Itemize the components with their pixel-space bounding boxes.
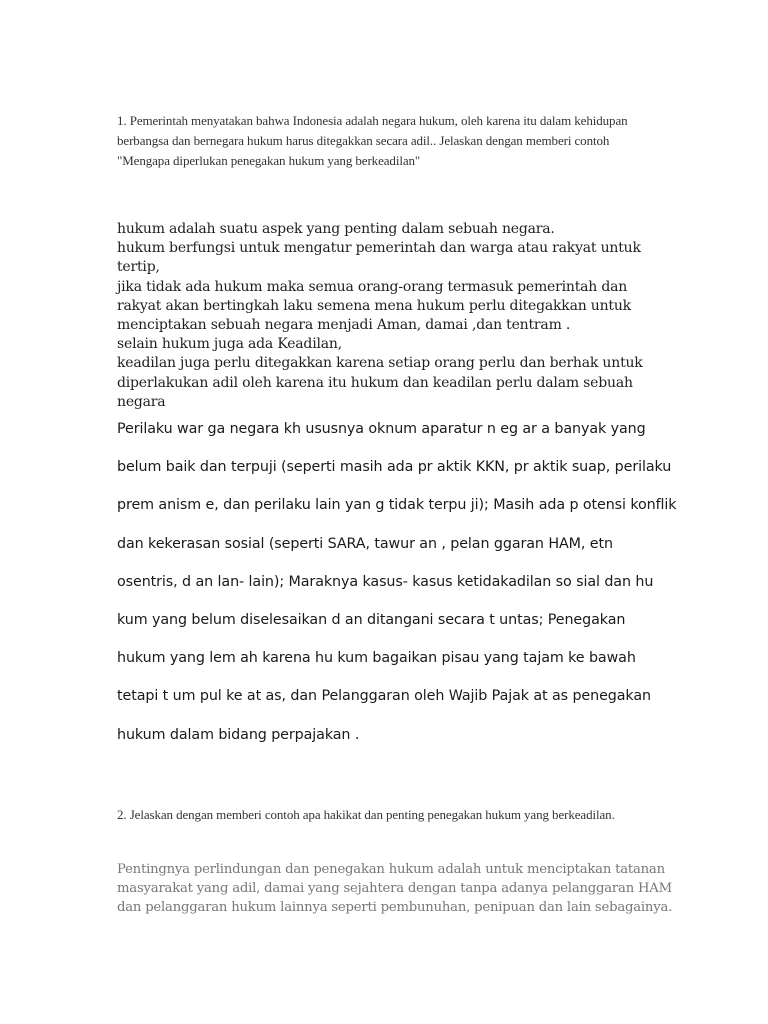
answer-1-line: tertip, [117,259,160,276]
answer-1b-line: hukum dalam bidang perpajakan . [117,726,360,743]
answer-1b-line: kum yang belum diselesaikan d an ditangani secara t untas; Penegakan [117,612,626,629]
answer-1-line: diperlakukan adil oleh karena itu hukum dan keadilan perlu dalam sebuah [117,374,633,391]
answer-2-line: Pentingnya perlindungan dan penegakan hukum adalah untuk menciptakan tatanan [117,862,665,877]
answer-1-line: menciptakan sebuah negara menjadi Aman, damai ,dan tentram . [117,317,571,334]
answer-1b-line: dan kekerasan sosial (seperti SARA, tawur an , pelan ggaran HAM, etn [117,535,613,552]
question-1: 1. Pemerintah menyatakan bahwa Indonesia adalah negara hukum, oleh karena itu dalam kehidupan berbangsa dan bernegara hukum harus ditegakkan secara adil.. Jelaskan dengan memberi contoh "Mengapa diperlukan penegakan hukum yang berkeadilan" [117,113,628,168]
answer-1 [117,220,662,412]
answer-1b-line: tetapi t um pul ke at as, dan Pelanggaran oleh Wajib Pajak at as penegakan [117,688,651,705]
answer-2 [117,860,673,917]
answer-1-line: hukum adalah suatu aspek yang penting dalam sebuah negara. [117,221,555,237]
answer-1b-line: hukum yang lem ah karena hu kum bagaikan pisau yang tajam ke bawah [117,650,636,667]
answer-1-line: negara [117,393,166,410]
answer-1-line: rakyat akan bertingkah laku semena mena hukum perlu ditegakkan untuk [117,297,631,314]
question-2: 2. Jelaskan dengan memberi contoh apa hakikat dan penting penegakan hukum yang berkeadilan. [117,807,615,822]
answer-2-line: masyarakat yang adil, damai yang sejahtera dengan tanpa adanya pelanggaran HAM [117,881,672,896]
answer-1-line: hukum berfungsi untuk mengatur pemerintah dan warga atau rakyat untuk [117,240,641,257]
answer-1b-line: osentris, d an lan- lain); Maraknya kasus- kasus ketidakadilan so sial dan hu [117,573,654,590]
answer-1-line: jika tidak ada hukum maka semua orang-orang termasuk pemerintah dan [117,278,628,295]
answer-1b-line: Perilaku war ga negara kh ususnya oknum aparatur n eg ar a banyak yang [117,421,646,437]
answer-2-line: dan pelanggaran hukum lainnya seperti pembunuhan, penipuan dan lain sebagainya. [117,900,673,915]
answer-1-line: selain hukum juga ada Keadilan, [117,336,342,353]
answer-1b-line: prem anism e, dan perilaku lain yan g tidak terpu ji); Masih ada p otensi konflik [117,497,677,514]
answer-1b-line: belum baik dan terpuji (seperti masih ada pr aktik KKN, pr aktik suap, perilaku [117,459,672,476]
answer-1-continued [117,410,677,754]
answer-1-line: keadilan juga perlu ditegakkan karena setiap orang perlu dan berhak untuk [117,355,643,372]
